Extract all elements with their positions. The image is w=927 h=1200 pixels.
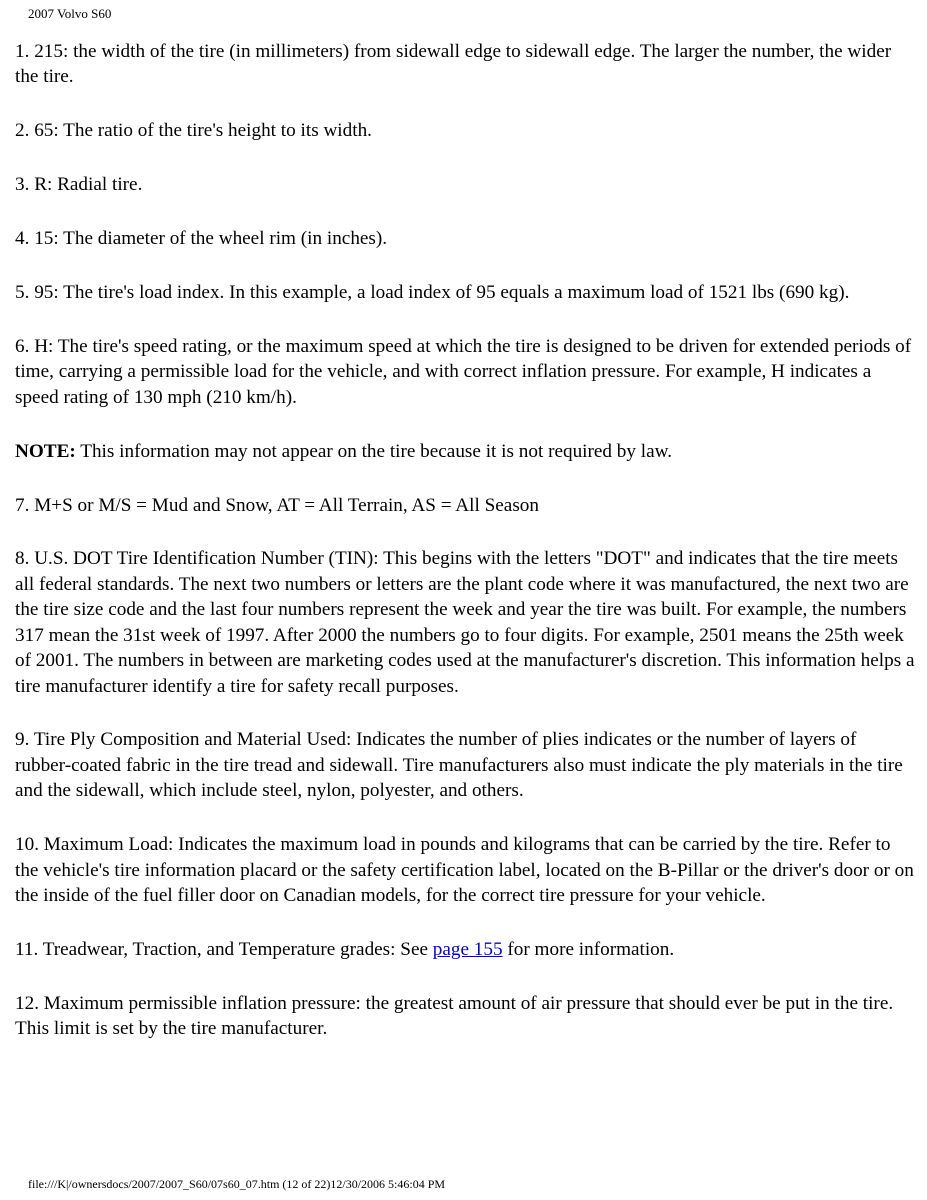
item-2-aspect-ratio: 2. 65: The ratio of the tire's height to its width.: [15, 120, 372, 142]
note-label: NOTE:: [15, 440, 76, 462]
item-6-speed-rating: 6. H: The tire's speed rating, or the maximum speed at which the tire is designed to be driven for extended periods of time, carrying a permissible load for the vehicle, and with correct inflation pressure. For example, H indicates a speed rating of 130 mph (210 km/h).: [15, 335, 912, 408]
item-8-dot-tin: 8. U.S. DOT Tire Identification Number (TIN): This begins with the letters "DOT" and indicates that the tire meets all federal standards. The next two numbers or letters are the plant code where it was manufactured, the next two are the tire size code and the last four numbers represent the week and year the tire was built. For example, the numbers 317 mean the 31st week of 1997. After 2000 the numbers go to four digits. For example, 2501 means the 25th week of 2001. The numbers in between are marketing codes used at the manufacturer's discretion. This information helps a tire manufacturer identify a tire for safety recall purposes.: [15, 548, 915, 697]
note-paragraph: [15, 439, 915, 464]
page-155-link[interactable]: page 155: [432, 938, 503, 960]
item-1-tire-width: 1. 215: the width of the tire (in millimeters) from sidewall edge to sidewall edge. The larger the number, the wider the tire.: [15, 41, 892, 88]
item-9-ply-composition: 9. Tire Ply Composition and Material Used: Indicates the number of plies indicates or the number of layers of rubber-coated fabric in the tire tread and sidewall. Tire manufacturers also must indicate the ply materials in the tire and the sidewall, which include steel, nylon, polyester, and others.: [15, 729, 903, 802]
item-5-load-index: 5. 95: The tire's load index. In this example, a load index of 95 equals a maximum load of 1521 lbs (690 kg).: [15, 282, 850, 304]
item-12-max-inflation: 12. Maximum permissible inflation pressure: the greatest amount of air pressure that should ever be put in the tire. This limit is set by the tire manufacturer.: [15, 992, 894, 1040]
item-11-text-after: for more information.: [502, 938, 675, 960]
page-footer-path: file:///K|/ownersdocs/2007/2007_S60/07s60_07.htm (12 of 22)12/30/2006 5:46:04 PM: [28, 1177, 446, 1191]
item-3-radial: 3. R: Radial tire.: [15, 174, 143, 196]
note-text: This information may not appear on the tire because it is not required by law.: [75, 440, 673, 462]
page-header: 2007 Volvo S60: [28, 6, 112, 21]
item-11-text-before: 11. Treadwear, Traction, and Temperature grades: See: [15, 938, 433, 960]
item-4-rim-diameter: 4. 15: The diameter of the wheel rim (in inches).: [15, 228, 388, 250]
item-11-treadwear: [15, 937, 915, 962]
item-7-mud-snow: 7. M+S or M/S = Mud and Snow, AT = All Terrain, AS = All Season: [15, 494, 539, 516]
item-10-maximum-load: 10. Maximum Load: Indicates the maximum load in pounds and kilograms that can be carried by the tire. Refer to the vehicle's tire information placard or the safety certification label, located on the B-Pillar or the driver's door or on the inside of the fuel filler door on Canadian models, for the correct tire pressure for your vehicle.: [15, 834, 914, 906]
document-body: [15, 39, 915, 1042]
